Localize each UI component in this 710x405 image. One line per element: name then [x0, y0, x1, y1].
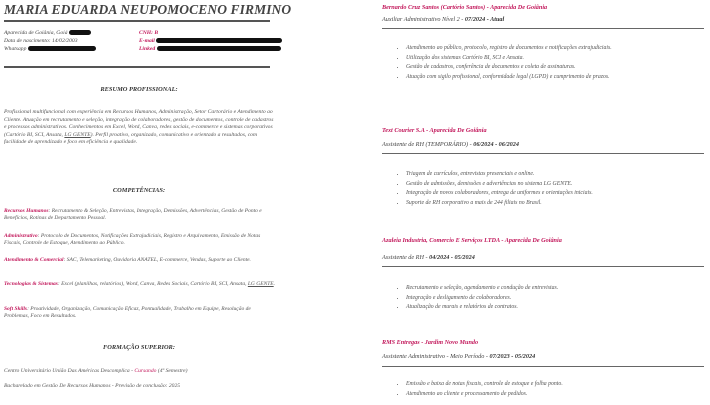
job-bullet: • Utilização dos sistemas Cartório BI, SCI e Ansata. [406, 55, 704, 62]
competencia-rh: Recursos Humanos: Recrutamento & Seleção, Entrevistas, Integração, Demissões, Advertências, Gestão de Ponto e Benefícios, Rotinas de Departamento Pessoal. [4, 208, 262, 222]
email-line: E-mail [139, 38, 282, 45]
job-bullets [382, 45, 704, 83]
competencia-administrativo: Administrativo: Protocolo de Documentos, Notificações Extrajudiciais, Registro e Arquivamento, Emissão de Notas Fiscais, Controle de Estoque, Atendimento ao Público. [4, 233, 261, 247]
competencias-title: COMPETÊNCIAS: [112, 187, 166, 194]
job-company: Azaleia Industria, Comercio E Serviços LTDA - Aparecida De Goiânia [382, 237, 562, 244]
job-company: Text Courier S.A - Aparecida De Goiânia [382, 127, 487, 134]
job-bullets [382, 285, 704, 314]
job-bullet: • Integração de novos colaboradores, entrega de uniformes e orientações iniciais. [406, 190, 704, 197]
competencia-soft-skills: Soft Skills: Proatividade, Organização, Comunicação Eficaz, Pontualidade, Trabalho em Equipe, Resolução de Problemas, Foco em Resultados. [4, 306, 251, 320]
redacted-block [156, 38, 282, 43]
job-bullet: • Atualização de murais e relatórios de contratos. [406, 304, 704, 311]
job-divider [382, 28, 704, 29]
competencia-tecnologias: Tecnologias & Sistemas: Excel (planilhas, relatórios), Word, Canva, Redes Sociais, Cartório BI, SCI, Ansata, LG GENTE. [4, 281, 276, 287]
competencia-atendimento: Atendimento & Comercial: SAC, Telemarketing, Ouvidoria ANATEL, E-commerce, Vendas, Suporte ao Cliente. [4, 257, 251, 263]
header-rule-bottom [4, 66, 270, 68]
job-divider [382, 266, 704, 267]
right-column [382, 0, 704, 405]
job-bullet: • Gestão de admissões, demissões e advertências no sistema LG GENTE. [406, 181, 704, 188]
birth-date: Data de nascimento: 14/02/2003 [4, 38, 78, 44]
job-company: RMS Entregas - Jardim Novo Mundo [382, 339, 479, 346]
job-bullet: • Suporte de RH corporativo a mais de 244 filiais no Brasil. [406, 200, 704, 207]
job-company: Bernardo Cruz Santos (Cartório Santos) - Aparecida De Goiânia [382, 4, 548, 11]
job-bullet: • Recrutamento e seleção, agendamento e condução de entrevistas. [406, 285, 704, 292]
job-bullet: • Emissão e baixa de notas fiscais, controle de estoque e folha ponto. [406, 381, 704, 388]
job-bullets [382, 381, 704, 400]
job-bullet: • Triagem de currículos, entrevistas presenciais e online. [406, 171, 704, 178]
linkedin-line: Linked [139, 46, 281, 53]
redacted-block [157, 46, 281, 51]
job-bullets [382, 171, 704, 209]
left-column [0, 0, 292, 405]
job-role: Assistente de RH - 04/2024 - 05/2024 [382, 254, 475, 261]
job-divider [382, 366, 704, 367]
job-bullet: • Integração e desligamento de colaboradores. [406, 295, 704, 302]
resumo-title: RESUMO PROFISSIONAL: [100, 86, 178, 93]
job-divider [382, 153, 704, 154]
job-role: Assistente de RH (TEMPORÁRIO) - 06/2024 - 06/2024 [382, 141, 519, 148]
redacted-block [69, 30, 91, 35]
candidate-name: MARIA EDUARDA NEUPOMOCENO FIRMINO [4, 2, 292, 17]
city-line: Aparecida de Goiânia, Goiá [4, 30, 91, 37]
resumo-text: Profissional multifuncional com experiência em Recursos Humanos, Administração, Setor Cartorário e Atendimento ao Cliente. Atuação em recrutamento e seleção, integração de colaboradores, gestão de documentos, controle de cadastros e processos administrativos. Conhecimentos em Excel, Word, Canva, redes sociais, e-commerce e sistemas corporativos (Cartório BI, SCI, Ansata, LG GENTE). Perfil proativo, organizado, comunicativo e orientado a resultados, com facilidade de aprendizado e foco em eficiência e qualidade. [4, 109, 274, 146]
job-bullet: • Atuação com sigilo profissional, conformidade legal (LGPD) e cumprimento de prazos. [406, 74, 704, 81]
cnh-line: CNH: B [139, 30, 159, 36]
redacted-block [28, 46, 96, 51]
formacao-course: Bacharelado em Gestão De Recursos Humanos - Previsão de conclusão: 2025 [4, 383, 181, 389]
whatsapp-line: Whatsapp [4, 46, 96, 53]
job-bullet: • Atendimento ao público, protocolo, registro de documentos e notificações extrajudiciais. [406, 45, 704, 52]
job-bullet: • Gestão de cadastros, conferência de documentos e coleta de assinaturas. [406, 64, 704, 71]
job-role: Assistente Administrativo - Meio Período - 07/2023 - 05/2024 [382, 353, 536, 360]
job-role: Auxiliar Administrativo Nível 2 - 07/2024 - Atual [382, 16, 505, 23]
job-bullet: • Atendimento ao cliente e processamento de pedidos. [406, 391, 704, 398]
formacao-institution: Centro Universitário União Das Américas Descomplica - Cursando (4º Semestre) [4, 368, 188, 374]
formacao-title: FORMAÇÃO SUPERIOR: [103, 344, 175, 351]
header-rule-top [4, 20, 270, 22]
